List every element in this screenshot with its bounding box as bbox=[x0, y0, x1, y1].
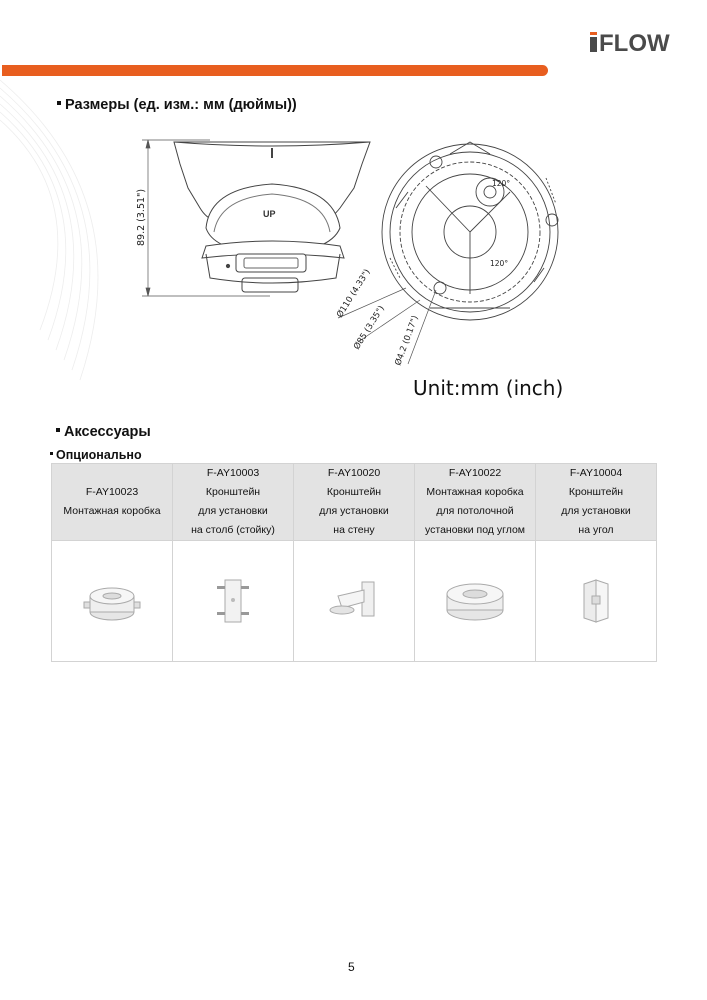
angle-label-top: 120° bbox=[492, 179, 511, 188]
accessories-header-row bbox=[52, 464, 657, 541]
accessory-image-cell bbox=[52, 541, 173, 662]
optional-label: Опционально bbox=[50, 448, 142, 462]
accessory-model: F-AY10020 bbox=[327, 467, 381, 479]
dimension-drawing bbox=[130, 128, 590, 378]
height-dimension-label: 89.2 (3.51") bbox=[136, 188, 147, 246]
accessory-model: F-AY10003 bbox=[206, 467, 260, 479]
accessories-table bbox=[51, 463, 657, 662]
accessory-header-cell bbox=[536, 464, 657, 541]
bullet-icon bbox=[57, 101, 61, 105]
logo-text: FLOW bbox=[599, 30, 670, 54]
ceiling-box-icon bbox=[440, 576, 510, 626]
bullet-icon bbox=[50, 452, 53, 455]
accessory-model: F-AY10004 bbox=[569, 467, 623, 479]
dimensions-title: Размеры (ед. изм.: мм (дюймы)) bbox=[57, 97, 297, 113]
accessory-desc-line: на стену bbox=[333, 524, 375, 536]
accessory-model: F-AY10023 bbox=[85, 486, 139, 498]
accessory-desc-line: для установки bbox=[561, 505, 631, 517]
wall-mount-icon bbox=[324, 576, 384, 626]
accessory-desc-line: для потолочной bbox=[436, 505, 514, 517]
accessory-header-cell bbox=[173, 464, 294, 541]
bullet-icon bbox=[56, 428, 60, 432]
accessory-desc-line: Кронштейн bbox=[326, 486, 382, 498]
outer-diameter-label: Ø110 (4.33") bbox=[335, 267, 373, 320]
accessory-image-cell bbox=[536, 541, 657, 662]
accessory-image-cell bbox=[415, 541, 536, 662]
angle-label-bottom: 120° bbox=[490, 259, 509, 268]
unit-label: Unit:mm (inch) bbox=[413, 376, 564, 400]
accessory-model: F-AY10022 bbox=[448, 467, 502, 479]
accessories-image-row bbox=[52, 541, 657, 662]
page-number: 5 bbox=[348, 960, 355, 974]
accessory-desc-line: Кронштейн bbox=[568, 486, 624, 498]
corner-mount-icon bbox=[576, 576, 616, 626]
accessory-desc-line: на столб (стойку) bbox=[191, 524, 275, 536]
accessory-desc-line: Монтажная коробка bbox=[63, 505, 161, 517]
hole-diameter-label: Ø4.2 (0.17") bbox=[393, 314, 421, 368]
accessory-desc-line: Монтажная коробка bbox=[426, 486, 524, 498]
accessory-desc-line: Кронштейн bbox=[205, 486, 261, 498]
header-accent-bar bbox=[2, 65, 548, 76]
accessory-desc-line: для установки bbox=[198, 505, 268, 517]
accessory-desc-line: на угол bbox=[578, 524, 614, 536]
pole-mount-icon bbox=[213, 576, 253, 626]
accessory-header-cell bbox=[415, 464, 536, 541]
accessory-desc-line: для установки bbox=[319, 505, 389, 517]
brand-logo bbox=[590, 28, 680, 54]
accessory-header-cell bbox=[52, 464, 173, 541]
accessory-image-cell bbox=[294, 541, 415, 662]
accessory-image-cell bbox=[173, 541, 294, 662]
accessory-header-cell bbox=[294, 464, 415, 541]
junction-box-icon bbox=[82, 576, 142, 626]
up-marking-label: UP bbox=[263, 209, 276, 219]
mid-diameter-label: Ø85 (3.35") bbox=[352, 304, 387, 352]
accessory-desc-line: установки под углом bbox=[425, 524, 525, 536]
accessories-title: Аксессуары bbox=[56, 424, 151, 440]
